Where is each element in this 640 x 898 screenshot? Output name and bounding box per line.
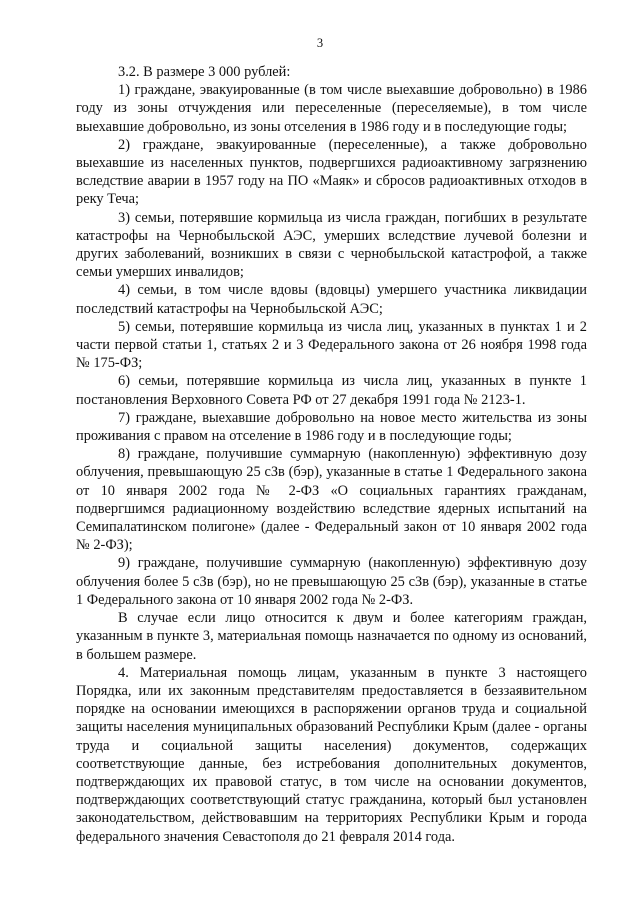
list-item-7: 7) граждане, выехавшие добровольно на новое место жительства из зоны проживания с правом на отселение в 1986 году и в последующие годы; <box>76 409 587 445</box>
list-item-3: 3) семьи, потерявшие кормильца из числа граждан, погибших в результате катастрофы на Чернобыльской АЭС, умерших вследствие лучевой болезни и других заболеваний, возникших в связи с чернобыльской катастрофой, а также семьи умерших инвалидов; <box>76 209 587 281</box>
document-body <box>76 63 587 846</box>
list-item-2: 2) граждане, эвакуированные (переселенные), а также добровольно выехавшие из населенных пунктов, подвергшихся радиоактивному загрязнению вследствие аварии в 1957 году на ПО «Маяк» и сбросов радиоактивных отходов в реку Теча; <box>76 136 587 208</box>
list-item-6: 6) семьи, потерявшие кормильца из числа лиц, указанных в пункте 1 постановления Верховного Совета РФ от 27 декабря 1991 года № 2123-1. <box>76 373 587 408</box>
section-heading-3-2: 3.2. В размере 3 000 рублей: <box>118 64 291 80</box>
page-number: 3 <box>316 36 324 50</box>
list-item-9: 9) граждане, получившие суммарную (накопленную) эффективную дозу облучения более 5 сЗв (бэр), но не превышающую 25 сЗв (бэр), указанные в статье 1 Федерального закона от 10 января 2002 года № 2-ФЗ. <box>76 555 587 608</box>
list-item-5: 5) семьи, потерявшие кормильца из числа лиц, указанных в пунктах 1 и 2 части первой статьи 1, статьях 2 и 3 Федерального закона от 26 ноября 1998 года № 175-ФЗ; <box>76 318 587 372</box>
list-item-8: 8) граждане, получившие суммарную (накопленную) эффективную дозу облучения, превышающую 25 сЗв (бэр), указанные в статье 1 Федерального закона от 10 января 2002 года № 2-ФЗ «О социальных гарантиях гражданам, подвергшимся радиационному воздействию вследствие ядерных испытаний на Семипалатинском полигоне» (далее - Федеральный закон от 10 января 2002 года № 2-ФЗ); <box>76 446 587 554</box>
paragraph-multiple-categories: В случае если лицо относится к двум и более категориям граждан, указанным в пункте 3, материальная помощь назначается по одному из оснований, в большем размере. <box>76 610 587 663</box>
list-item-1: 1) граждане, эвакуированные (в том числе выехавшие добровольно) в 1986 году из зоны отчуждения или переселенные (переселяемые), в том числе выехавшие добровольно, из зоны отселения в 1986 году и в последующие годы; <box>76 82 587 135</box>
list-item-4: 4) семьи, в том числе вдовы (вдовцы) умершего участника ликвидации последствий катастрофы на Чернобыльской АЭС; <box>76 282 587 317</box>
section-4-paragraph: 4. Материальная помощь лицам, указанным в пункте 3 настоящего Порядка, или их законным представителям предоставляется в беззаявительном порядке на основании имеющихся в распоряжении органов труда и социальной защиты населения муниципальных образований Республики Крым (далее - органы труда и социальной защиты населения) документов, содержащих соответствующие данные, без истребования дополнительных документов, подтверждающих их правовой статус, в том числе на основании документов, подтверждающих соответствующий статус гражданина, который был установлен законодательством, действовавшим на территориях Республики Крым и города федерального значения Севастополя до 21 февраля 2014 года. <box>76 664 587 845</box>
